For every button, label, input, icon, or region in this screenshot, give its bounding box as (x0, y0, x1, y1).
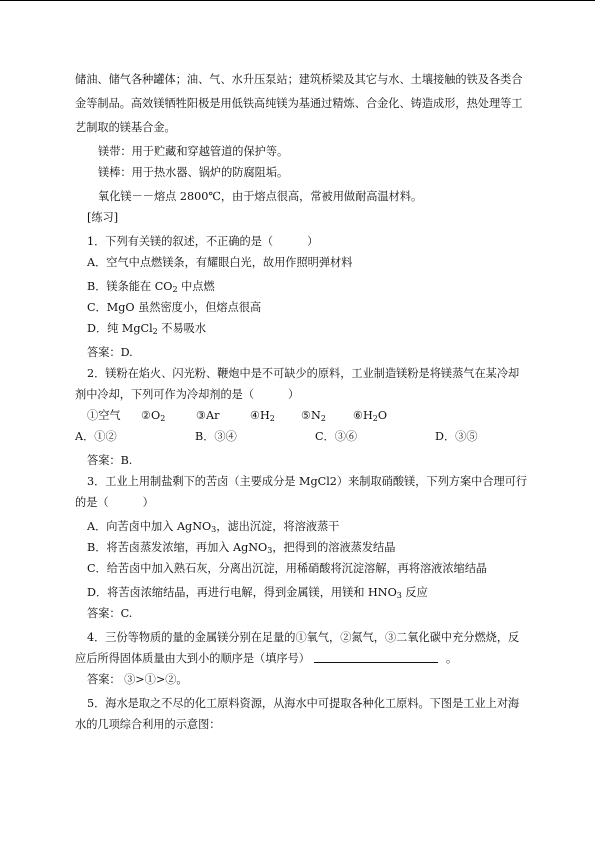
q2-option-b: B．③④ (195, 430, 237, 443)
q4-stem-line-1: 4．三份等物质的量的金属镁分别在足量的①氧气，②氮气，③二氧化碳中充分燃烧，反 (87, 631, 520, 644)
q1-d-text: D．纯 MgCl (87, 322, 153, 335)
intro-line-1: 储油、储气各种罐体；油、气、水升压泵站；建筑桥梁及其它与水、土壤接触的铁及各类合 (75, 73, 523, 86)
q2-stem-line-2 (75, 388, 299, 402)
q3-stem-end: ） (142, 496, 154, 509)
q1-answer: 答案：D. (87, 346, 133, 359)
intro-line-2: 金等制品。高效镁牺牲阳极是用低铁高纯镁为基通过精炼、合金化、铸造成形，热处理等工 (75, 97, 523, 110)
q2-stem-end: ） (288, 388, 300, 401)
q2-stem-text: 剂中冷却，下列可作为冷却剂的是（ (75, 388, 255, 401)
q4-stem-line-2 (75, 652, 457, 666)
q1-option-c: C．MgO 虽然密度小，但熔点很高 (87, 301, 262, 314)
q1-b-post: 中点燃 (177, 280, 215, 293)
q4-stem-text: 应后所得固体质量由大到小的顺序是（填序号） (75, 652, 310, 665)
q3-stem-line-2 (75, 496, 154, 510)
q3-option-d: D．将苦卤浓缩结晶，再进行电解，得到金属镁，用镁和 $HNO_3$ 反应 (87, 586, 428, 600)
q3-option-b: B．将苦卤蒸发浓缩，再加入 AgNO$_3$，把得到的溶液蒸发结晶 (87, 541, 396, 555)
q2-options-row (75, 430, 515, 444)
q2-option-a: A．①② (75, 430, 117, 443)
q2-item-5: $⑤N_2$ (301, 409, 326, 423)
q2-option-c: C．③⑥ (315, 430, 358, 443)
q1-option-d (87, 322, 206, 336)
practice-heading: [练习] (87, 211, 119, 224)
q2-item-3: ③Ar (196, 409, 220, 422)
q1-b-text: B．镁条能在 CO (87, 280, 173, 293)
q5-stem-line-2: 水的几项综合利用的示意图： (75, 718, 221, 731)
q5-stem-line-1: 5．海水是取之不尽的化工原料资源，从海水中可提取各种化工原料。下图是工业上对海 (87, 697, 520, 710)
intro-line-5: 镁棒：用于热水器、锅炉的防腐阻垢。 (98, 166, 289, 179)
q1-stem-text: 1．下列有关镁的叙述，不正确的是（ (87, 235, 274, 248)
q2-item-1: ①空气 (87, 409, 121, 422)
q1-stem (87, 235, 318, 249)
q1-d-sub: 2 (152, 327, 158, 336)
q1-b-sub: 2 (172, 285, 178, 294)
q1-d-post: 不易吸水 (157, 322, 207, 335)
q2-item-2: $②O_2$ (141, 409, 166, 423)
q1-option-a: A．空气中点燃镁条，有耀眼白光，故用作照明弹材料 (87, 256, 353, 269)
q3-answer: 答案：C. (87, 607, 133, 620)
intro-line-4: 镁带：用于贮藏和穿越管道的保护等。 (98, 145, 289, 158)
q1-option-b (87, 280, 215, 294)
q3-option-c: C．给苦卤中加入熟石灰，分离出沉淀，用稀硝酸将沉淀溶解，再将溶液浓缩结晶 (87, 562, 488, 575)
intro-line-6: 氧化镁－－熔点 2800℃，由于熔点很高，常被用做耐高温材料。 (98, 190, 423, 203)
q3-stem-text: 的是（ (75, 496, 109, 509)
q2-item-4: $④H_2$ (250, 409, 275, 423)
q2-stem-line-1: 2．镁粉在焰火、闪光粉、鞭炮中是不可缺少的原料，工业制造镁粉是将镁蒸气在某冷却 (87, 367, 520, 380)
q3-stem-line-1: 3．工业上用制盐剩下的苦卤（主要成分是 MgCl2）来制取硝酸镁，下列方案中合理可行 (87, 475, 528, 488)
q2-item-6: $⑥H_2O$ (353, 409, 388, 423)
q2-items-row (87, 409, 507, 423)
q2-option-d: D．③⑤ (435, 430, 478, 443)
q2-answer: 答案：B. (87, 454, 133, 467)
q4-answer-blank (314, 652, 438, 663)
intro-line-3: 艺制取的镁基合金。 (75, 121, 176, 134)
q1-stem-end: ） (307, 235, 319, 248)
q3-option-a: A．向苦卤中加入 AgNO$_3$，滤出沉淀，将溶液蒸干 (87, 520, 340, 534)
q4-stem-end: 。 (445, 652, 458, 665)
q4-answer: 答案： ③>①>②。 (87, 673, 188, 686)
